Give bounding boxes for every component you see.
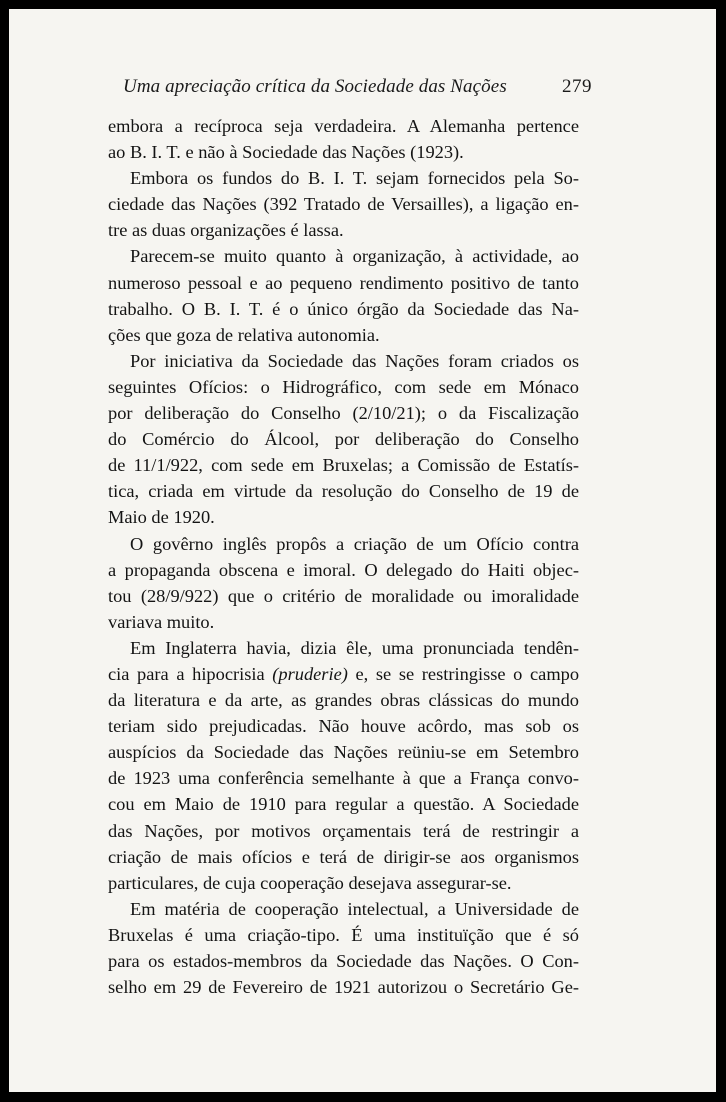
text-line: embora a recíproca seja verdadeira. A Alemanha pertence xyxy=(108,116,579,136)
text-line: do Comércio do Álcool, por deliberação do Conselho xyxy=(108,429,579,450)
italic-term: (pruderie) xyxy=(272,663,348,684)
text-line: Embora os fundos do B. I. T. sejam fornecidos pela So- xyxy=(130,168,579,189)
text-line: para os estados-membros da Sociedade das Nações. O Con- xyxy=(108,951,579,971)
text-line: Em matéria de cooperação intelectual, a Universidade de xyxy=(130,898,579,919)
text-line: variava muito. xyxy=(108,611,215,632)
page-number: 279 xyxy=(562,76,592,97)
text-line: auspícios da Sociedade das Nações reüniu-se em Setembro xyxy=(108,742,579,763)
text-line: de 1923 uma conferência semelhante à que a França convo- xyxy=(108,768,579,789)
text-line: cia para a hipocrisia (pruderie) e, se se restringisse o campo xyxy=(108,663,580,684)
text-line: a propaganda obscena e imoral. O delegado do Haiti objec- xyxy=(108,559,579,580)
text-line: tou (28/9/922) que o critério de moralidade ou imoralidade xyxy=(108,585,579,606)
text-line: Em Inglaterra havia, dizia êle, uma pronunciada tendên- xyxy=(130,637,579,658)
body-text xyxy=(108,113,579,1000)
text-line: Bruxelas é uma criação-tipo. É uma instituïção que é só xyxy=(108,924,579,945)
text-line: de 11/1/922, com sede em Bruxelas; a Comissão de Estatís- xyxy=(108,455,579,476)
text-line: particulares, de cuja cooperação desejava assegurar-se. xyxy=(108,872,512,893)
text-line: selho em 29 de Fevereiro de 1921 autorizou o Secretário Ge- xyxy=(108,977,579,998)
text-line: tre as duas organizações é lassa. xyxy=(108,220,344,241)
text-line: Maio de 1920. xyxy=(108,507,215,528)
text-line: teriam sido prejudicadas. Não houve acôrdo, mas sob os xyxy=(108,716,579,737)
text-line: O govêrno inglês propôs a criação de um Ofício contra xyxy=(130,533,579,554)
text-line: criação de mais ofícios e terá de dirigir-se aos organismos xyxy=(108,846,579,867)
text-line: ciedade das Nações (392 Tratado de Versailles), a ligação en- xyxy=(108,194,579,215)
running-title: Uma apreciação crítica da Sociedade das Nações xyxy=(123,76,507,97)
text-line: tica, criada em virtude da resolução do Conselho de 19 de xyxy=(108,481,579,502)
book-page xyxy=(9,9,716,1092)
text-line: trabalho. O B. I. T. é o único órgão da Sociedade das Na- xyxy=(108,298,579,319)
text-line: cou em Maio de 1910 para regular a questão. A Sociedade xyxy=(108,794,579,815)
text-line: das Nações, por motivos orçamentais terá de restringir a xyxy=(108,820,579,841)
text-line: da literatura e da arte, as grandes obras clássicas do mundo xyxy=(108,690,579,711)
text-line: Parecem-se muito quanto à organização, à actividade, ao xyxy=(130,246,579,267)
text-line: Por iniciativa da Sociedade das Nações foram criados os xyxy=(130,350,579,371)
text-line: por deliberação do Conselho (2/10/21); o da Fiscalização xyxy=(108,403,579,424)
text-line: ao B. I. T. e não à Sociedade das Nações (1923). xyxy=(108,142,464,163)
text-line: ções que goza de relativa autonomia. xyxy=(108,324,380,345)
text-line: numeroso pessoal e ao pequeno rendimento positivo de tanto xyxy=(108,272,579,293)
text-line: seguintes Ofícios: o Hidrográfico, com sede em Mónaco xyxy=(108,376,579,397)
